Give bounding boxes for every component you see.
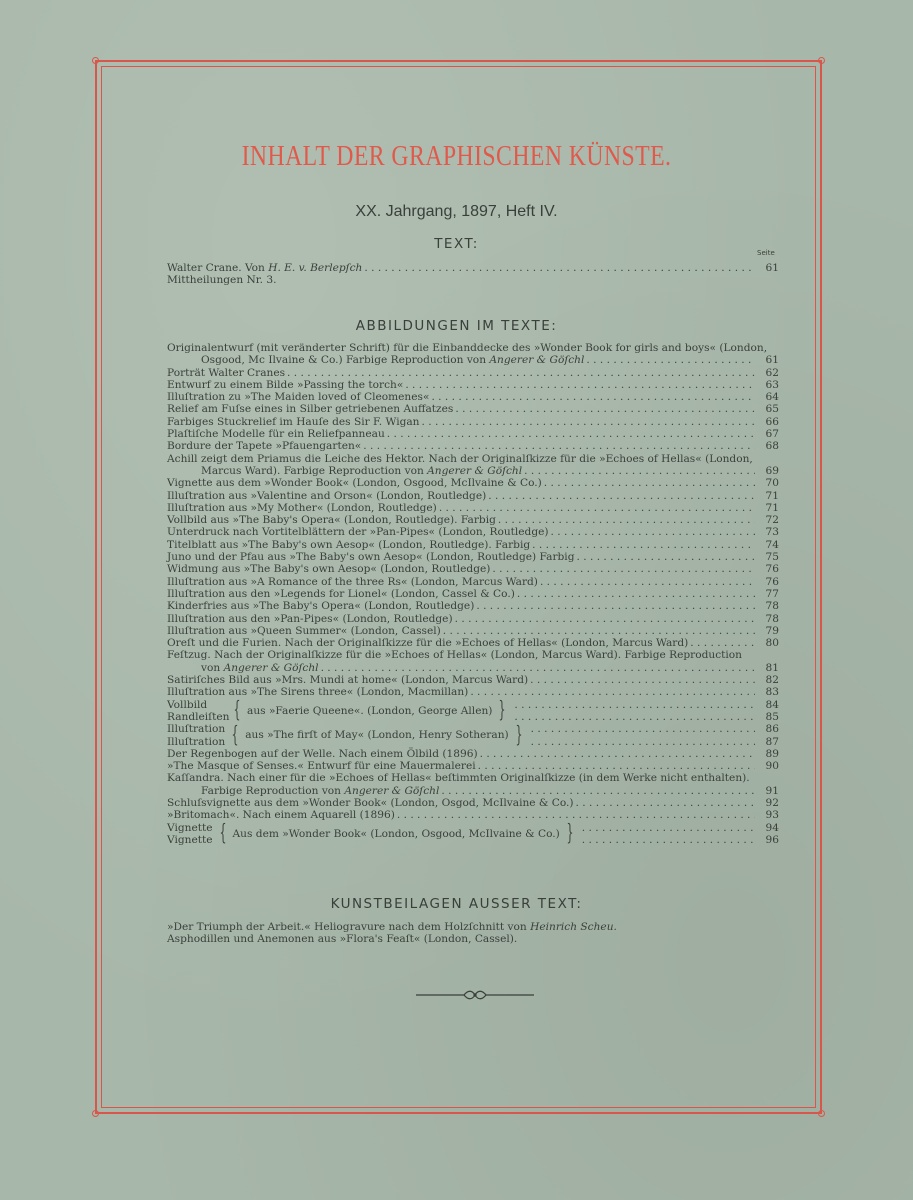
grouped-list-item: Vollbild Randleiſten { aus »Faerie Queene«. (London, George Allen) } . . . . . . 84 85 <box>167 699 779 724</box>
list-item: Entwurf zu einem Bilde »Passing the torch« . . . 63 <box>167 379 779 391</box>
list-block <box>167 748 779 773</box>
corner-ornament-icon <box>818 57 825 64</box>
list-item: Widmung aus »The Baby's own Aesop« (London, Routledge) . . . 76 <box>167 563 779 575</box>
list-item: Schluſsvignette aus dem »Wonder Book« (London, Osgod, McIlvaine & Co.) . . . 92 <box>167 797 779 809</box>
brace-icon: { <box>233 697 241 723</box>
corner-ornament-icon <box>818 1110 825 1117</box>
brace-icon: } <box>566 820 574 846</box>
kunstbeilagen-list <box>167 921 617 946</box>
list-item: Relief am Fuſse eines in Silber getriebenen Auffatzes . . . 65 <box>167 403 779 415</box>
list-item: »The Masque of Senses.« Entwurf für eine Mauermalerei . . . 90 <box>167 760 779 772</box>
brace-icon: { <box>231 722 239 748</box>
list-item: Illuſtration aus »A Romance of the three Rs« (London, Marcus Ward) . . . 76 <box>167 576 779 588</box>
list-item: Kinderfries aus »The Baby's Opera« (London, Routledge) . . . 78 <box>167 600 779 612</box>
list-item: »Der Triumph der Arbeit.« Heliogravure nach dem Holzſchnitt von Heinrich Scheu. <box>167 921 617 933</box>
issue-subtitle: XX. Jahrgang, 1897, Heft IV. <box>355 203 558 220</box>
list-item: Asphodillen und Anemonen aus »Flora's Feaſt« (London, Cassel). <box>167 933 518 946</box>
list-item: Porträt Walter Cranes . . . 62 <box>167 367 779 379</box>
list-item: Illuſtration aus den »Legends for Lionel« (London, Cassel & Co.) . . . 77 <box>167 588 779 600</box>
list-block <box>167 477 779 649</box>
abbildungen-heading: ABBILDUNGEN IM TEXTE: <box>355 318 558 334</box>
abbildungen-list <box>167 342 779 846</box>
corner-ornament-icon <box>92 1110 99 1117</box>
list-item: Illuſtration aus »The Sirens three« (London, Macmillan) . . . 83 <box>167 686 779 698</box>
list-item: Unterdruck nach Vortitelblättern der »Pan-Pipes« (London, Routledge) . . . 73 <box>167 526 779 538</box>
list-item: Illuſtration aus »My Mother« (London, Routledge) . . . 71 <box>167 502 779 514</box>
brace-icon: } <box>515 722 523 748</box>
list-item: Titelblatt aus »The Baby's own Aesop« (London, Routledge). Farbig . . . 74 <box>167 539 779 551</box>
text-heading: TEXT: <box>434 236 479 252</box>
list-item: Der Regenbogen auf der Welle. Nach einem Ölbild (1896) . . . 89 <box>167 748 779 760</box>
list-item: Illuſtration aus den »Pan-Pipes« (London, Routledge) . . . 78 <box>167 613 779 625</box>
list-item: Juno und der Pfau aus »The Baby's own Aesop« (London, Routledge) Farbig . . . 75 <box>167 551 779 563</box>
brace-icon: { <box>219 820 227 846</box>
brace-icon: } <box>498 697 506 723</box>
kunstbeilagen-heading: KUNSTBEILAGEN AUSSER TEXT: <box>330 896 583 912</box>
grouped-list-item: Vignette Vignette { Aus dem »Wonder Book« (London, Osgood, McIlvaine & Co.) } . . . . . . 94 96 <box>167 822 779 847</box>
list-item: Illuſtration aus »Queen Summer« (London, Cassel) . . . 79 <box>167 625 779 637</box>
text-list <box>167 262 779 287</box>
corner-ornament-icon <box>92 57 99 64</box>
list-item: Kaſſandra. Nach einer für die »Echoes of Hellas« beſtimmten Originalſkizze (in dem Werke nicht enthalten). Farbige Reproduction von Angerer & Göſchl . . . 91 <box>167 772 779 797</box>
list-item: Plaſtiſche Modelle für ein Reliefpanneau . . . 67 <box>167 428 779 440</box>
list-item: Illuſtration zu »The Maiden loved of Cleomenes« . . . 64 <box>167 391 779 403</box>
page-column-label: Seite <box>757 249 775 257</box>
list-item: Vignette aus dem »Wonder Book« (London, Osgood, McIlvaine & Co.) . . . 70 <box>167 477 779 489</box>
list-item: Vollbild aus »The Baby's Opera« (London, Routledge). Farbig . . . 72 <box>167 514 779 526</box>
list-item: Feſtzug. Nach der Originalſkizze für die »Echoes of Hellas« (London, Marcus Ward). Farbige Reproduction von Angerer & Göſchl . . . 81 <box>167 649 779 674</box>
list-block <box>167 674 779 699</box>
list-item: Farbiges Stuckrelief im Hauſe des Sir F. Wigan . . . 66 <box>167 416 779 428</box>
list-item: Originalentwurf (mit veränderter Schrift) für die Einbanddecke des »Wonder Book for girls and boys« (London, Osgood, Mc Ilvaine & Co.) Farbige Reproduction von Angerer & Göſchl . . . 61 <box>167 342 779 367</box>
list-block <box>167 797 779 822</box>
grouped-list-item: Illuſtration Illuſtration { aus »The firſt of May« (London, Henry Sotheran) } . . . . . . 86 87 <box>167 723 779 748</box>
list-item: Bordure der Tapete »Pfauengarten« . . . 68 <box>167 440 779 452</box>
list-item: Walter Crane. Von H. E. v. Berlepſch . . . 61 <box>167 262 779 274</box>
list-item: Oreſt und die Furien. Nach der Originalſkizze für die »Echoes of Hellas« (London, Marcus Ward) . . . 80 <box>167 637 779 649</box>
list-block <box>167 367 779 453</box>
list-item: Achill zeigt dem Priamus die Leiche des Hektor. Nach der Originalſkizze für die »Echoes of Hellas« (London, Marcus Ward). Farbige Reproduction von Angerer & Göſchl . . . 69 <box>167 453 779 478</box>
list-item: »Britomach«. Nach einem Aquarell (1896) . . . 93 <box>167 809 779 821</box>
list-item: Mittheilungen Nr. 3. <box>167 274 277 287</box>
page-title: INHALT DER GRAPHISCHEN KÜNSTE. <box>241 140 672 172</box>
list-item: Illuſtration aus »Valentine and Orson« (London, Routledge) . . . 71 <box>167 490 779 502</box>
decorative-flourish-icon <box>414 988 536 1002</box>
list-item: Satiriſches Bild aus »Mrs. Mundi at home« (London, Marcus Ward) . . . 82 <box>167 674 779 686</box>
